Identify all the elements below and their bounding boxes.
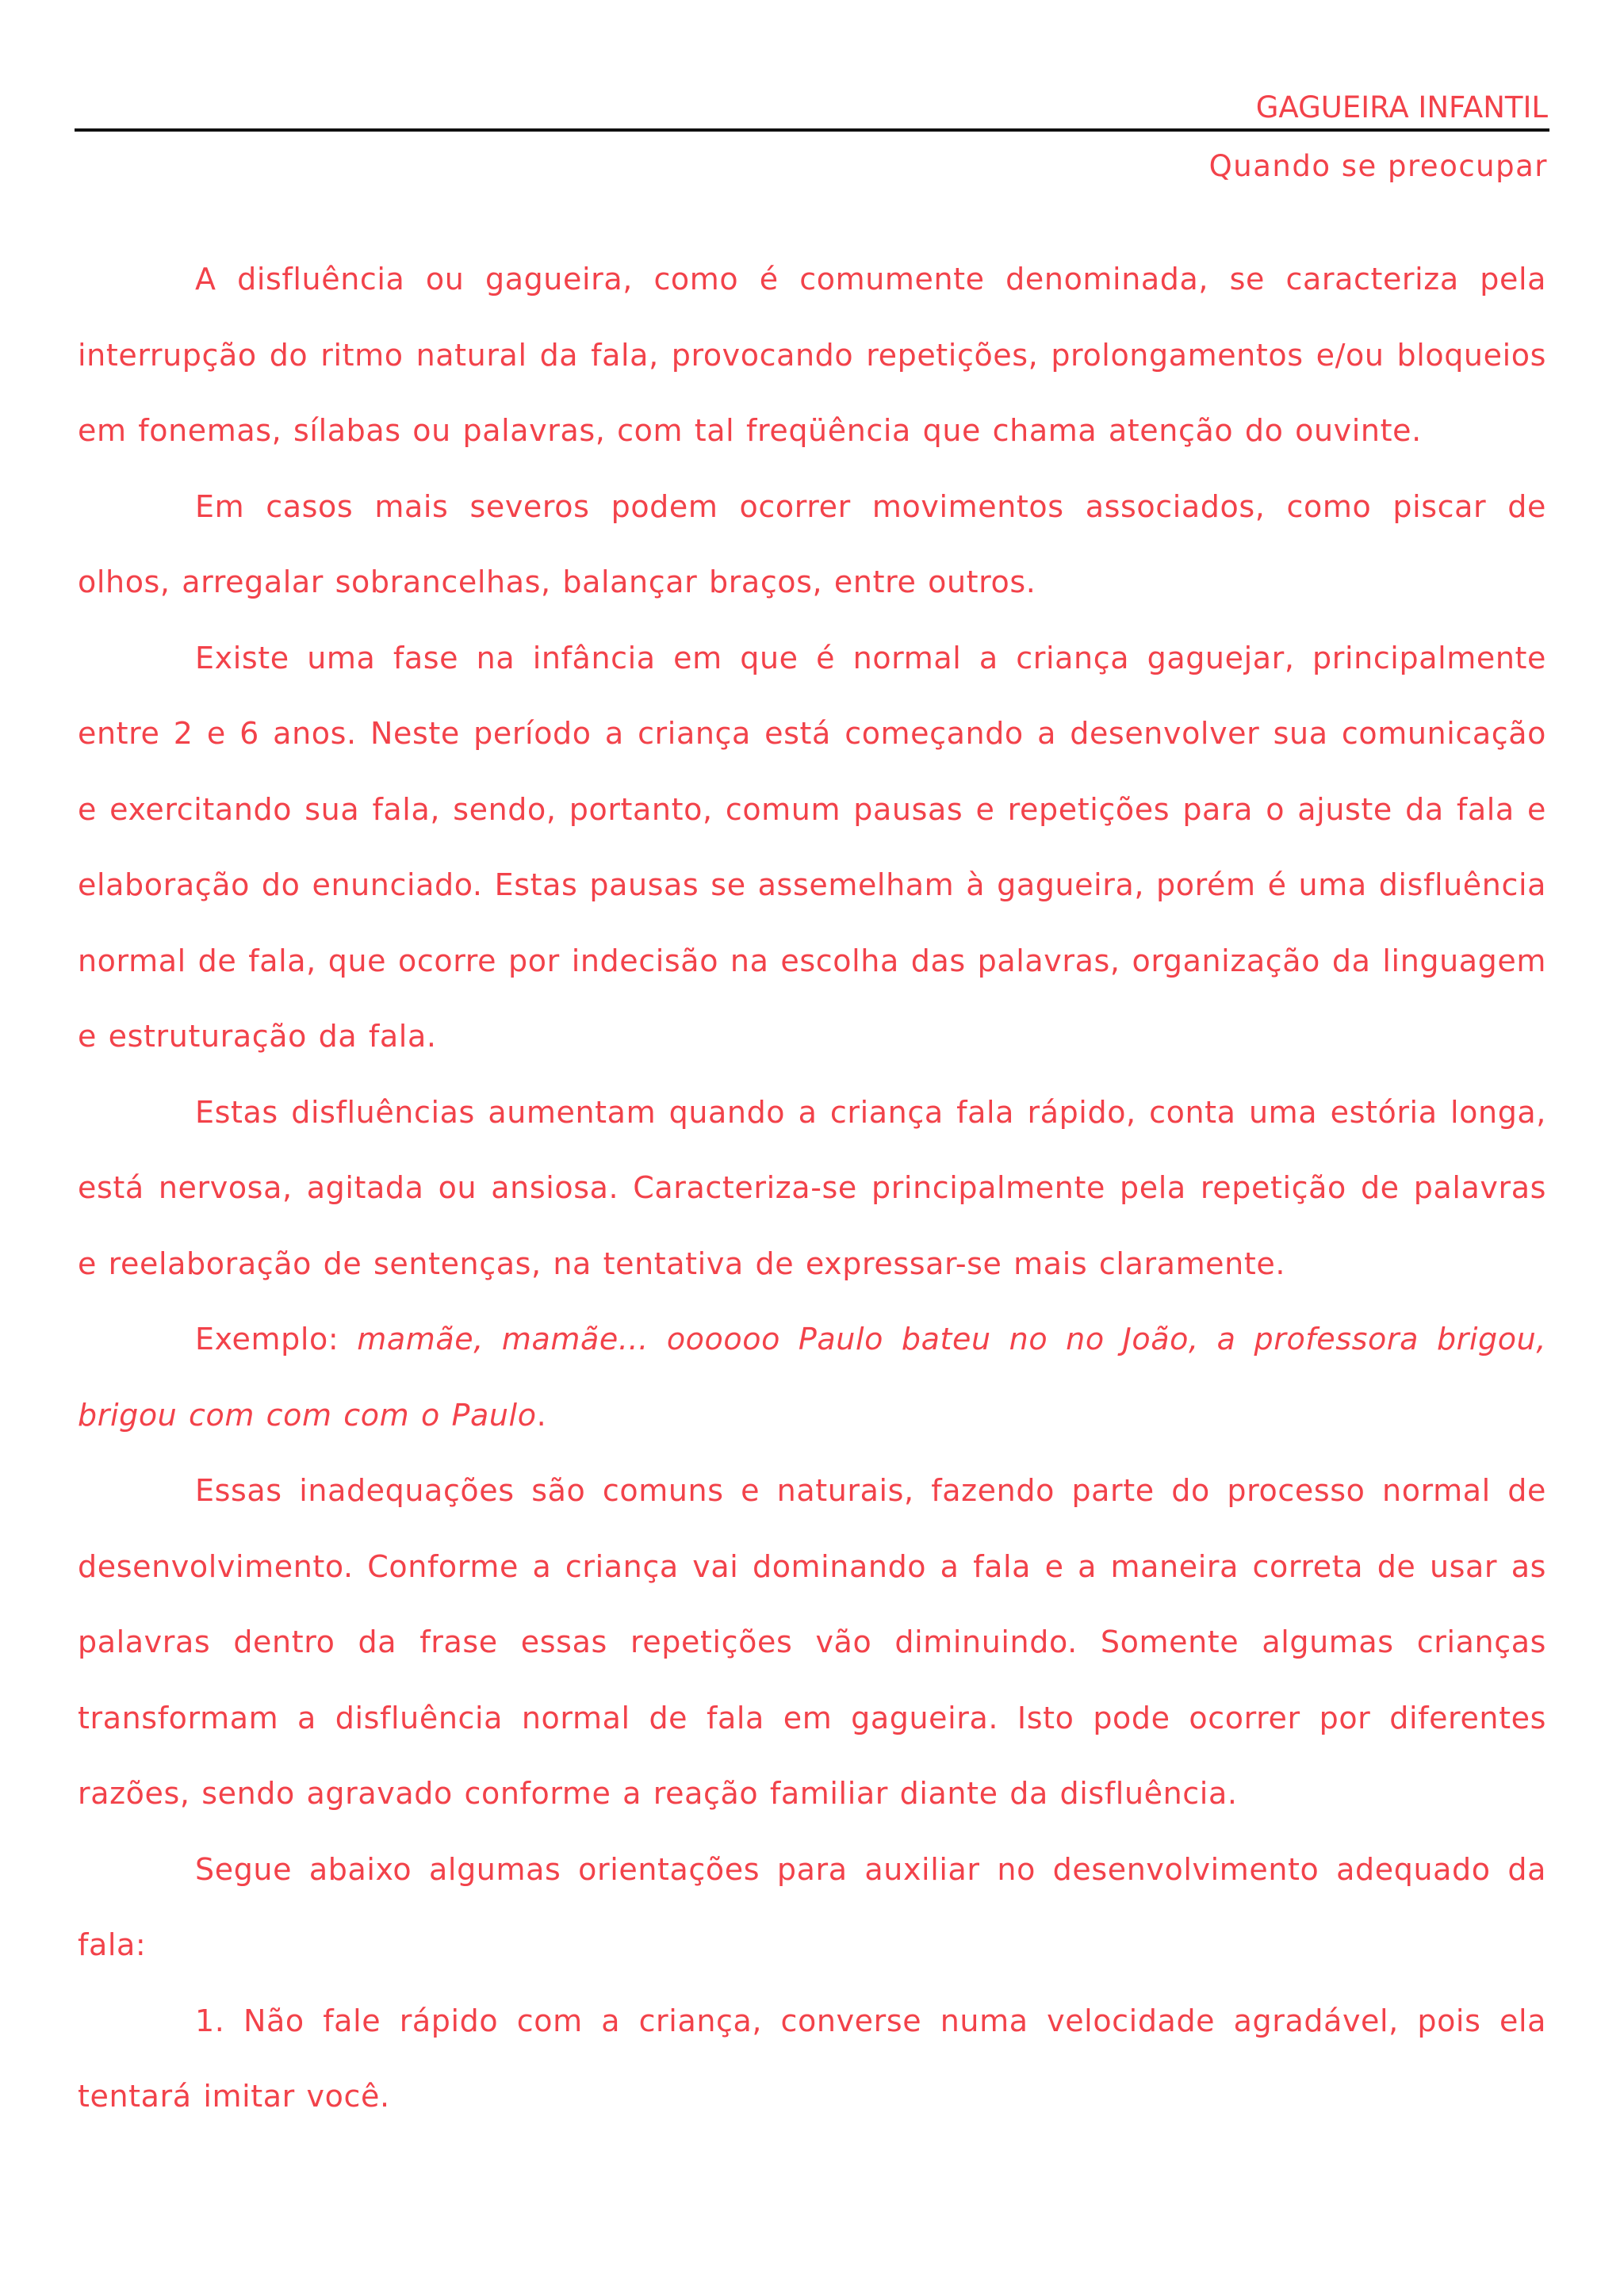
document-body: [78, 242, 1546, 2135]
paragraph-guidelines-intro: Segue abaixo algumas orientações para auxiliar no desenvolvimento adequado da fala:: [78, 1851, 1546, 1962]
paragraph-severe-cases: Em casos mais severos podem ocorrer movimentos associados, como piscar de olhos, arregalar sobrancelhas, balançar braços, entre outros.: [78, 488, 1546, 599]
header-title: GAGUEIRA INFANTIL: [1255, 90, 1548, 124]
header-divider: [75, 128, 1549, 132]
paragraph-definition: A disfluência ou gagueira, como é comumente denominada, se caracteriza pela interrupção do ritmo natural da fala, provocando repetições, prolongamentos e/ou bloqueios em fonemas, sílabas ou palavras, com tal freqüência que chama atenção do ouvinte.: [78, 262, 1546, 448]
paragraph-childhood-phase: Existe uma fase na infância em que é normal a criança gaguejar, principalmente entre 2 e 6 anos. Neste período a criança está começando a desenvolver sua comunicação e exercitando sua fala, sendo, portanto, comum pausas e repetições para o ajuste da fala e elaboração do enunciado. Estas pausas se assemelham à gagueira, porém é uma disfluência normal de fala, que ocorre por indecisão na escolha das palavras, organização da linguagem e estruturação da fala.: [78, 640, 1546, 1054]
paragraph-increase: Estas disfluências aumentam quando a criança fala rápido, conta uma estória longa, está nervosa, agitada ou ansiosa. Caracteriza-se principalmente pela repetição de palavras e reelaboração de sentenças, na tentativa de expressar-se mais claramente.: [78, 1094, 1546, 1281]
example-end: .: [536, 1397, 547, 1433]
example-label: Exemplo:: [195, 1322, 358, 1357]
example-text: mamãe, mamãe... oooooo Paulo bateu no no João, a professora brigou, brigou com com com o Paulo: [78, 1322, 1546, 1433]
header-subtitle: Quando se preocupar: [1208, 149, 1548, 183]
paragraph-example: [78, 1302, 1546, 1453]
paragraph-inadequacies: Essas inadequações são comuns e naturais, fazendo parte do processo normal de desenvolvimento. Conforme a criança vai dominando a fala e a maneira correta de usar as palavras dentro da frase essas repetições vão diminuindo. Somente algumas crianças transformam a disfluência normal de fala em gagueira. Isto pode ocorrer por diferentes razões, sendo agravado conforme a reação familiar diante da disfluência.: [78, 1473, 1546, 1811]
list-item: 1. Não fale rápido com a criança, converse numa velocidade agradável, pois ela tentará imitar você.: [78, 2003, 1546, 2114]
